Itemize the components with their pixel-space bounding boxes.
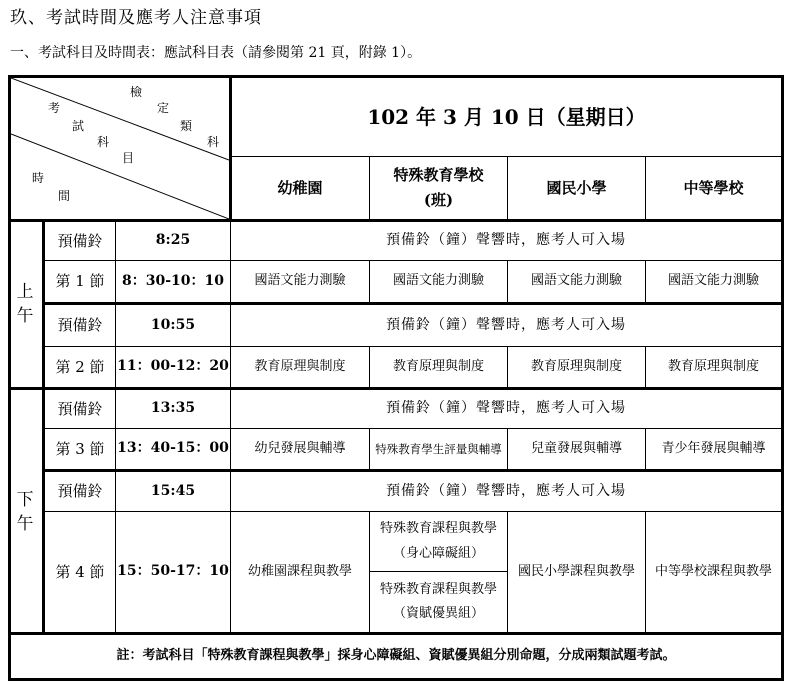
bell3-time: 13:35 — [150, 400, 196, 417]
bell4-note: 預備鈴（鐘）聲響時，應考人可入場 — [386, 482, 626, 499]
period1-label: 第 1 節 — [55, 272, 105, 291]
corner-mid-char-4: 目 — [122, 151, 135, 165]
period2-subject-secondary: 教育原理與制度 — [667, 358, 759, 374]
corner-top-char-1: 檢 — [130, 85, 143, 99]
period2-subject-special: 教育原理與制度 — [392, 358, 484, 374]
exam-date-header: 102 年 3 月 10 日（星期日） — [367, 104, 646, 129]
period4-subject-secondary: 中等學校課程與教學 — [654, 563, 772, 579]
category-primary-school: 國民小學 — [546, 178, 607, 197]
category-kindergarten: 幼稚園 — [277, 178, 323, 197]
period2-subject-kindergarten: 教育原理與制度 — [254, 358, 346, 374]
table-footnote: 註：考試科目「特殊教育課程與教學」採身心障礙組、資賦優異組分別命題，分成兩類試題考試。 — [116, 648, 676, 664]
session-morning — [15, 280, 35, 328]
period3-subject-primary: 兒童發展與輔導 — [530, 440, 622, 456]
period4-special-disability-group: （身心障礙組） — [392, 545, 484, 561]
corner-mid-char-2: 試 — [72, 119, 85, 133]
period4-label: 第 4 節 — [55, 562, 105, 581]
table-border-right — [781, 75, 784, 681]
period2-time: 11：00-12：20 — [117, 358, 229, 375]
period4-subject-kindergarten: 幼稚園課程與教學 — [247, 563, 352, 579]
bell4-time: 15:45 — [150, 482, 196, 499]
period3-label: 第 3 節 — [55, 439, 105, 458]
bell3-note: 預備鈴（鐘）聲響時，應考人可入場 — [386, 400, 626, 417]
bell1-time: 8:25 — [155, 232, 191, 249]
period3-subject-kindergarten: 幼兒發展與輔導 — [254, 440, 346, 456]
period3-subject-secondary: 青少年發展與輔導 — [661, 440, 766, 456]
section-subheading: 一、考試科目及時間表：應試科目表（請參閱第 21 頁，附錄 1）。 — [10, 45, 422, 61]
bell2-label: 預備鈴 — [57, 316, 103, 335]
period1-subject-special: 國語文能力測驗 — [392, 273, 484, 289]
period4-special-gifted-group: （資賦優異組） — [392, 606, 484, 621]
section-heading: 玖、考試時間及應考人注意事項 — [10, 8, 262, 28]
bell1-note: 預備鈴（鐘）聲響時，應考人可入場 — [386, 232, 626, 249]
bell4-label: 預備鈴 — [57, 482, 103, 501]
period3-subject-special: 特殊教育學生評量與輔導 — [375, 441, 502, 456]
bell2-time: 10:55 — [150, 316, 196, 333]
corner-top-char-4: 科 — [207, 135, 220, 149]
corner-mid-char-1: 考 — [48, 101, 61, 115]
corner-top-char-3: 類 — [180, 119, 193, 133]
corner-bottom-char-2: 間 — [58, 189, 71, 203]
period1-time: 8：30-10：10 — [122, 272, 224, 289]
category-special-education-line1: 特殊教育學校 — [393, 166, 484, 185]
corner-bottom-char-1: 時 — [32, 171, 45, 185]
period2-label: 第 2 節 — [55, 357, 105, 376]
session-afternoon — [15, 488, 35, 536]
session-afternoon-char-1: 下 — [16, 490, 34, 510]
bell3-label: 預備鈴 — [57, 399, 103, 418]
period4-special-disability-title: 特殊教育課程與教學 — [379, 521, 497, 537]
table-border-bottom — [8, 678, 784, 681]
category-secondary-school: 中等學校 — [683, 178, 744, 197]
corner-mid-char-3: 科 — [97, 135, 110, 149]
corner-diagonal-lines — [11, 78, 229, 219]
period1-subject-kindergarten: 國語文能力測驗 — [254, 273, 346, 289]
period1-subject-primary: 國語文能力測驗 — [530, 273, 622, 289]
period4-subject-primary: 國民小學課程與教學 — [517, 563, 635, 579]
period4-subject-special-gifted — [370, 572, 507, 632]
session-morning-char-2: 午 — [16, 306, 34, 326]
bell2-note: 預備鈴（鐘）聲響時，應考人可入場 — [386, 316, 626, 333]
category-special-education — [370, 157, 507, 219]
session-afternoon-char-2: 午 — [16, 514, 34, 534]
period3-time: 13：40-15：00 — [117, 440, 229, 457]
period1-subject-secondary: 國語文能力測驗 — [667, 273, 759, 289]
period4-special-gifted-title: 特殊教育課程與教學 — [379, 581, 497, 597]
category-special-education-line2: (班) — [423, 191, 454, 209]
corner-top-char-2: 定 — [157, 101, 170, 115]
period2-subject-primary: 教育原理與制度 — [530, 358, 622, 374]
period4-time: 15：50-17：10 — [117, 563, 229, 580]
period4-subject-special-disability — [370, 512, 507, 571]
session-morning-char-1: 上 — [16, 282, 34, 302]
bell1-label: 預備鈴 — [57, 231, 103, 250]
